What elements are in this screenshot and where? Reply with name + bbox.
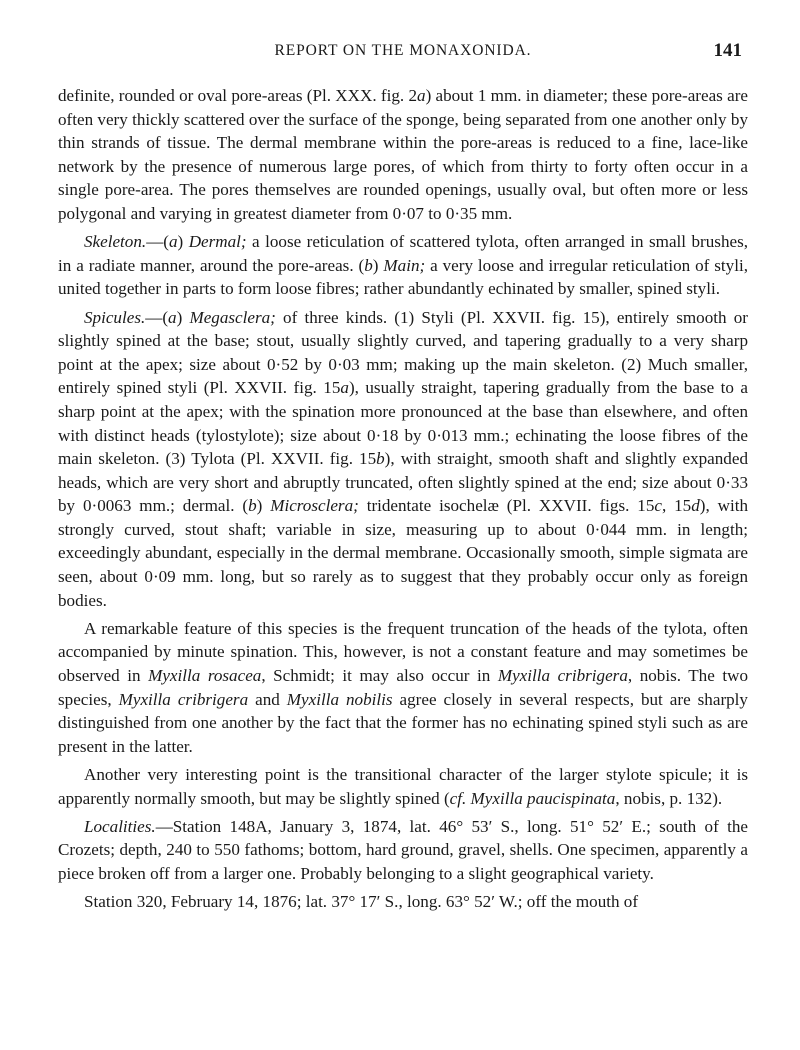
text-run: Station 320, February 14, 1876; lat. 37° 17′ S., long. 63° 52′ W.; off the mouth of: [84, 892, 639, 912]
italic-text-run: Megasclera;: [189, 307, 276, 327]
text-run: , nobis. The two species,: [58, 666, 748, 709]
page-header: [58, 42, 748, 72]
text-run: —Station 148A, January 3, 1874, lat. 46° 53′ S., long. 51° 52′ E.; south of the Crozets; depth, 240 to 550 fathoms; bottom, hard ground, gravel, shells. One specimen, apparently a piece broken off from a larger one. Probably belonging to a slight geographical variety.: [58, 816, 748, 883]
italic-text-run: Skeleton.: [84, 232, 147, 252]
text-run: ): [372, 255, 384, 275]
text-run: agree closely in several respects, but are sharply distinguished from one another by the fact that the former has no echinating spined styli such as are present in the latter.: [58, 689, 748, 756]
italic-text-run: c: [654, 496, 662, 516]
italic-text-run: Myxilla rosacea: [148, 666, 262, 686]
text-run: a loose reticulation of scattered tylota, often arranged in small brushes, in a radiate manner, around the pore-areas. (: [58, 232, 749, 275]
italic-text-run: Localities.: [84, 816, 156, 836]
text-run: —(: [146, 232, 169, 252]
text-run: ): [176, 307, 190, 327]
text-run: A remarkable feature of this species is the frequent truncation of the heads of the tylota, often accompanied by minute spination. This, however, is not a constant feature and may sometimes be observed in: [58, 618, 748, 686]
paragraph: [58, 815, 748, 886]
paragraph: [58, 617, 748, 759]
text-run: , Schmidt; it may also occur in: [261, 666, 498, 686]
italic-text-run: b: [376, 449, 385, 469]
text-run: ): [177, 232, 189, 252]
italic-text-run: a: [417, 86, 426, 105]
text-run: and: [248, 689, 287, 709]
text-run: , nobis, p. 132).: [615, 788, 723, 808]
text-run: a very loose and irregular reticulation of styli, united together in parts to form loose fibres; rather abundantly echinated by smaller, spined styli.: [58, 255, 748, 299]
page-number: 141: [713, 40, 742, 61]
paragraph: [58, 763, 748, 810]
italic-text-run: Myxilla nobilis: [286, 689, 393, 709]
italic-text-run: Dermal;: [188, 232, 247, 252]
paragraph: [58, 84, 748, 226]
italic-text-run: a: [168, 232, 178, 252]
paragraph: [58, 230, 748, 301]
italic-text-run: a: [168, 307, 177, 327]
text-run: , 15: [661, 496, 692, 516]
paragraph: [58, 890, 748, 914]
text-run: ) about 1 mm. in diameter; these pore-areas are often very thickly scattered over the surface of the sponge, being separated from one another only by thin strands of tissue. The dermal membrane within the pore-areas is reduced to a fine, lace-like network by the presence of numerous large pores, of which from thirty to forty often occur in a single pore-area. The pores themselves are rounded openings, usually oval, but often more or less polygonal and varying in greatest diameter from 0·07 to 0·35 mm.: [58, 86, 748, 223]
italic-text-run: Myxilla cribrigera: [497, 666, 628, 686]
italic-text-run: Microsclera;: [270, 496, 359, 516]
text-run: ), with strongly curved, stout shaft; variable in size, measuring up to about 0·044 mm. in length; exceedingly abundant, especially in the dermal membrane. Occasionally smooth, simple sigmata are seen, about 0·09 mm. long, but so rarely as to suggest that they probably occur only as foreign bodies.: [58, 496, 748, 610]
italic-text-run: Myxilla cribrigera: [118, 689, 249, 709]
italic-text-run: a: [340, 378, 349, 398]
italic-text-run: b: [248, 496, 257, 516]
text-run: ): [256, 496, 271, 516]
running-title: REPORT ON THE MONAXONIDA.: [274, 42, 532, 59]
text-run: tridentate isochelæ (Pl. XXVII. figs. 15: [358, 496, 655, 516]
text-run: ), usually straight, tapering gradually from the base to a sharp point at the apex; with the spination more pronounced at the base than elsewhere, and often with distinct heads (tylostylote); size about 0·18 by 0·013 mm.; echinating the loose fibres of the main skeleton. (3) Tylota (Pl. XXVII. fig. 15: [58, 378, 748, 469]
italic-text-run: d: [691, 496, 700, 516]
text-run: definite, rounded or oval pore-areas (Pl. XXX. fig. 2: [58, 86, 418, 105]
italic-text-run: Main;: [383, 255, 426, 275]
italic-text-run: cf. Myxilla paucispinata: [449, 788, 616, 808]
text-run: ), with straight, smooth shaft and slightly expanded heads, which are very short and abruptly truncated, often slightly spined at the end; size about 0·33 by 0·0063 mm.; dermal. (: [58, 449, 748, 516]
italic-text-run: b: [364, 255, 373, 275]
text-run: Another very interesting point is the transitional character of the larger stylote spicule; it is apparently normally smooth, but may be slightly spined (: [58, 765, 748, 808]
text-run: —(: [145, 307, 169, 327]
text-run: of three kinds. (1) Styli (Pl. XXVII. fig. 15), entirely smooth or slightly spined at the base; stout, usually slightly curved, and tapering gradually to a very sharp point at the apex; size about 0·52 by 0·03 mm; making up the main skeleton. (2) Much smaller, entirely spined styli (Pl. XXVII. fig. 15: [58, 307, 748, 398]
body-text: [58, 84, 748, 918]
italic-text-run: Spicules.: [84, 307, 146, 327]
paragraph: [58, 306, 748, 613]
